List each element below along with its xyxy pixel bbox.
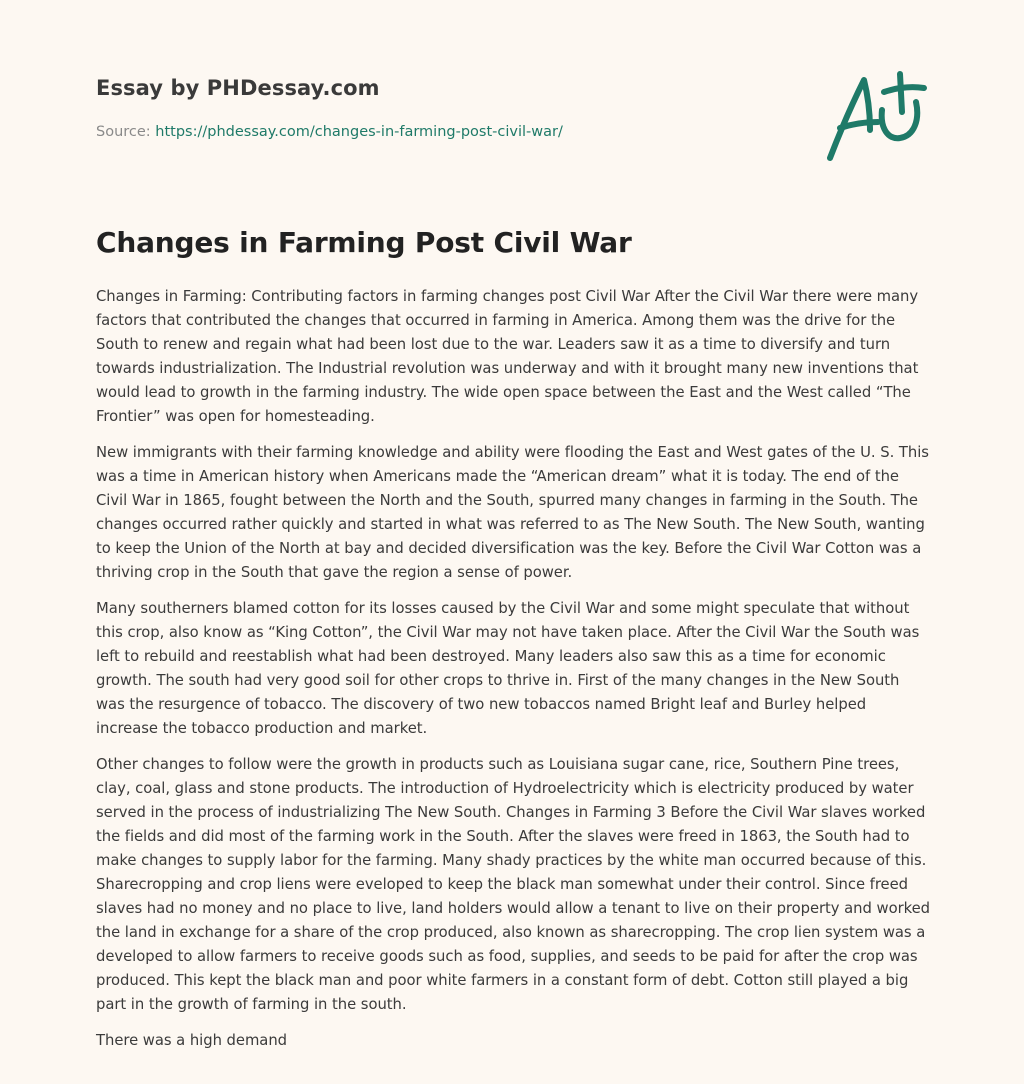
source-line — [96, 124, 563, 140]
essay-paragraph: Many southerners blamed cotton for its losses caused by the Civil War and some might speculate that without this crop, also know as “King Cotton”, the Civil War may not have taken place. After the Civil War the South was left to rebuild and reestablish what had been destroyed. Many leaders also saw this as a time for economic growth. The south had very good soil for other crops to thrive in. First of the many changes in the New South was the resurgence of tobacco. The discovery of two new tobaccos named Bright leaf and Burley helped increase the tobacco production and market. — [96, 600, 920, 737]
essay-paragraph: New immigrants with their farming knowledge and ability were flooding the East and West gates of the U. S. This was a time in American history when Americans made the “American dream” what it is today. The end of the Civil War in 1865, fought between the North and the South, spurred many changes in farming in the South. The changes occurred rather quickly and started in what was referred to as The New South. The New South, wanting to keep the Union of the North at bay and decided diversification was the key. Before the Civil War Cotton was a thriving crop in the South that gave the region a sense of power. — [96, 444, 929, 581]
essay-paragraph: Changes in Farming: Contributing factors in farming changes post Civil War After the Civil War there were many factors that contributed the changes that occurred in farming in America. Among them was the drive for the South to renew and regain what had been lost due to the war. Leaders saw it as a time to diversify and turn towards industrialization. The Industrial revolution was underway and with it brought many new inventions that would lead to growth in the farming industry. The wide open space between the East and the West called “The Frontier” was open for homesteading. — [96, 288, 919, 425]
site-title: Essay by PHDessay.com — [96, 76, 380, 100]
source-link[interactable]: https://phdessay.com/changes-in-farming-post-civil-war/ — [155, 124, 563, 140]
a-plus-logo-icon — [818, 66, 930, 166]
essay-paragraph: Other changes to follow were the growth in products such as Louisiana sugar cane, rice, Southern Pine trees, clay, coal, glass and stone products. The introduction of Hydroelectricity which is electricity produced by water served in the process of industrializing The New South. Changes in Farming 3 Before the Civil War slaves worked the fields and did most of the farming work in the South. After the slaves were freed in 1863, the South had to make changes to supply labor for the farming. Many shady practices by the white man occurred because of this. Sharecropping and crop liens were eveloped to keep the black man somewhat under their control. Since freed slaves had no money and no place to live, land holders would allow a tenant to live on their property and worked the land in exchange for a share of the crop produced, also known as sharecropping. The crop lien system was a developed to allow farmers to receive goods such as food, supplies, and seeds to be paid for after the crop was produced. This kept the black man and poor white farmers in a constant form of debt. Cotton still played a big part in the growth of farming in the south. — [96, 756, 930, 1013]
essay-title: Changes in Farming Post Civil War — [96, 226, 632, 259]
essay-paragraph: There was a high demand — [96, 1032, 288, 1049]
essay-body — [96, 285, 930, 1065]
source-label: Source: — [96, 124, 156, 140]
